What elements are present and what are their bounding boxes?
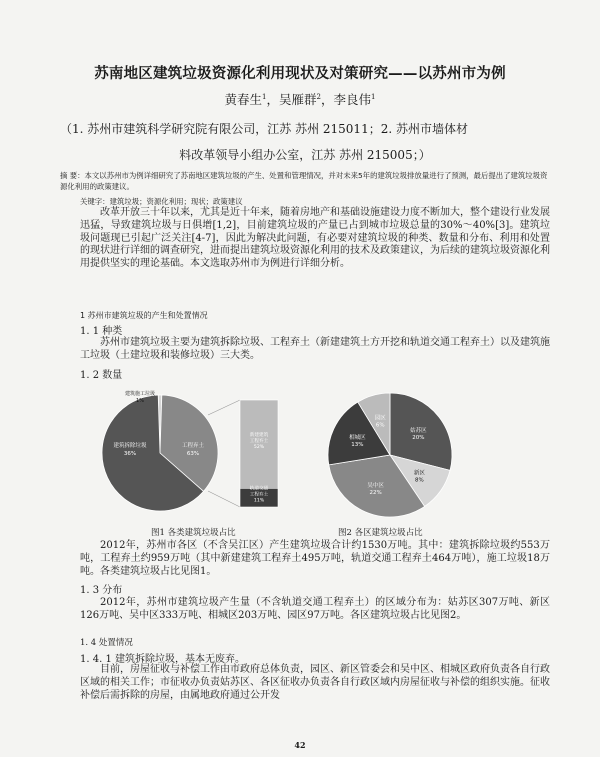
breakout-value: 11% xyxy=(253,498,265,504)
subsection-1-2: 1. 2 数量 xyxy=(80,370,123,381)
disposal-paragraph: 目前，房屋征收与补偿工作由市政府总体负责，园区、新区管委会和吴中区、相城区政府负责各自行政区域的相关工作；市征收办负责姑苏区、各区征收办负责各自行政区域内房屋征收与补偿的组织实施。征收补偿后需拆除的房屋，由属地政府通过公开发 xyxy=(80,664,550,701)
author-sep: ， xyxy=(320,92,334,107)
subsection-1-1: 1. 1 种类 xyxy=(80,326,123,337)
author-2: 吴雁群 xyxy=(279,92,317,107)
author-line xyxy=(0,90,600,108)
distribution-paragraph: 2012年，苏州市建筑垃圾产生量（不含轨道交通工程弃土）的区域分布为：姑苏区307万吨、新区126万吨、吴中区333万吨、相城区203万吨、园区97万吨。各区建筑垃圾占比见图2。 xyxy=(80,597,550,621)
intro-paragraph: 改革开放三十年以来，尤其是近十年来，随着房地产和基础设施建设力度不断加大，整个建设行业发展迅猛，导致建筑垃圾与日俱增[1,2]，目前建筑垃圾的产量已占到城市垃圾总量的30%～40%[3]。建筑垃圾问题现已引起广泛关注[4-7]，因此为解决此问题，有必要对建筑垃圾的种类、数量和分布、利用和处置的现状进行详细的调查研究，进而提出建筑垃圾资源化利用的技术及政策建议，为后续的建筑垃圾资源化利用提供坚实的理论基础。本文选取苏州市为例进行详细分析。 xyxy=(80,207,550,270)
pie2-value: 20% xyxy=(412,434,425,441)
pie-charts-svg xyxy=(80,385,550,525)
breakout-label: 工程弃土 xyxy=(249,439,269,445)
pie2-label: 园区 xyxy=(374,415,386,422)
pie1-value: 1% xyxy=(136,398,144,404)
pie2-value: 6% xyxy=(375,422,385,429)
abstract: 摘 要：本文以苏州市为例详细研究了苏南地区建筑垃圾的产生、处置和管理情况，并对未来5年的建筑垃圾排放量进行了预测，最后提出了建筑垃圾资源化利用的政策建议。 xyxy=(60,171,548,191)
pie2-value: 22% xyxy=(369,489,382,496)
figures-area xyxy=(80,385,550,525)
pie1-value: 36% xyxy=(123,451,137,457)
pie2-label: 相城区 xyxy=(349,434,366,441)
author-3: 李良伟 xyxy=(333,92,372,107)
author-1-sup: 1 xyxy=(262,92,267,101)
author-3-sup: 1 xyxy=(371,92,376,101)
breakout-value: 52% xyxy=(253,445,265,451)
breakout-label: 轨道交通 xyxy=(249,486,269,492)
breakout-label: 工程弃土 xyxy=(249,492,269,498)
subsection-1-4-1: 1. 4. 1 建筑拆除垃圾，基本无废弃。 xyxy=(80,654,245,665)
pie1-label: 工程弃土 xyxy=(181,443,205,449)
pie2-value: 13% xyxy=(351,441,364,448)
keywords: 关键字：建筑垃圾；资源化利用；现状；政策建议 xyxy=(80,197,243,206)
breakout-connector xyxy=(208,491,240,507)
breakout-connector xyxy=(208,400,240,415)
page-number: 42 xyxy=(294,740,306,750)
breakout-label: 新建建筑 xyxy=(249,433,269,439)
figure-1-caption: 图1 各类建筑垃圾占比 xyxy=(151,528,236,538)
author-sep: ， xyxy=(266,92,279,107)
affiliation-line-1: （1. 苏州市建筑科学研究院有限公司，江苏 苏州 215011；2. 苏州市墙体材 xyxy=(60,122,468,136)
author-2-sup: 2 xyxy=(316,92,321,101)
quantity-paragraph: 2012年，苏州市各区（不含吴江区）产生建筑垃圾合计约1530万吨。其中：建筑拆除垃圾约553万吨，工程弃土约959万吨（其中新建建筑工程弃土495万吨，轨道交通工程弃土464万吨），施工垃圾18万吨。各类建筑垃圾占比见图1。 xyxy=(80,540,550,577)
paper-title: 苏南地区建筑垃圾资源化利用现状及对策研究——以苏州市为例 xyxy=(94,66,506,82)
pie2-value: 8% xyxy=(415,477,424,484)
pie1-value: 63% xyxy=(186,451,200,457)
pie2-label: 吴中区 xyxy=(367,482,384,489)
types-paragraph: 苏州市建筑垃圾主要为建筑拆除垃圾、工程弃土（新建建筑土方开挖和轨道交通工程弃土）以及建筑施工垃圾（土建垃圾和装修垃圾）三大类。 xyxy=(80,337,550,361)
pie1-label: 建筑施工垃圾 xyxy=(124,391,156,397)
affiliation-line-2: 料改革领导小组办公室，江苏 苏州 215005；） xyxy=(179,148,431,162)
subsection-1-3: 1. 3 分布 xyxy=(80,585,123,596)
subsection-1-4: 1. 4 处置情况 xyxy=(80,638,133,648)
author-1: 黄春生 xyxy=(224,92,263,107)
pie2-label: 姑苏区 xyxy=(410,427,427,434)
section-heading-1: 1 苏州市建筑垃圾的产生和处置情况 xyxy=(80,311,208,320)
pie1-label: 建筑拆除垃圾 xyxy=(113,443,147,449)
figure-2-caption: 图2 各区建筑垃圾占比 xyxy=(338,528,423,538)
pie2-label: 新区 xyxy=(413,470,425,477)
